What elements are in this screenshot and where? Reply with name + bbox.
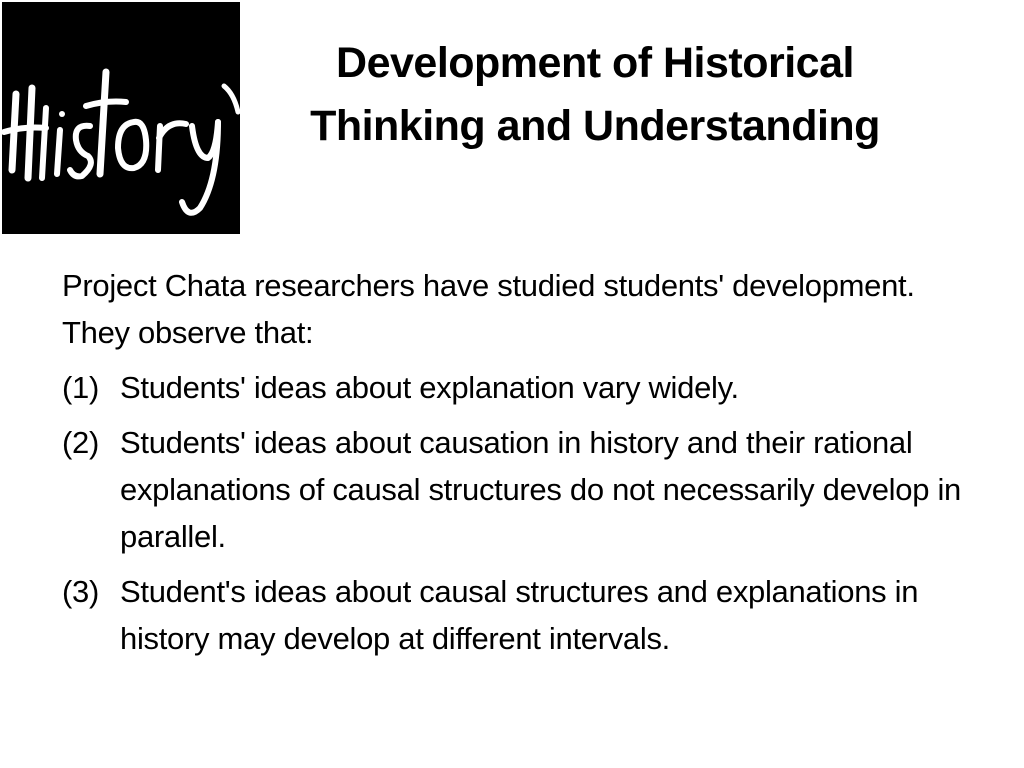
list-item <box>62 419 962 560</box>
content-body <box>62 262 962 670</box>
list-item-text: Students' ideas about explanation vary widely. <box>120 370 739 405</box>
history-logo-icon <box>2 2 240 234</box>
intro-paragraph: Project Chata researchers have studied students' development. They observe that: <box>62 268 915 350</box>
list-item-text: Students' ideas about causation in history and their rational explanations of causal structures do not necessarily develop in parallel. <box>120 425 961 554</box>
list-item-number: (2) <box>62 425 99 460</box>
list-item-text: Student's ideas about causal structures and explanations in history may develop at different intervals. <box>120 574 919 656</box>
list-item <box>62 568 962 662</box>
list-item <box>62 364 962 411</box>
list-item-number: (3) <box>62 574 99 609</box>
page-title-line-2: Thinking and Understanding <box>310 102 880 150</box>
page-title-line-1: Development of Historical <box>336 39 854 87</box>
page-title <box>250 32 940 158</box>
history-logo <box>2 2 240 234</box>
list-item-number: (1) <box>62 370 99 405</box>
observation-list <box>62 364 962 662</box>
